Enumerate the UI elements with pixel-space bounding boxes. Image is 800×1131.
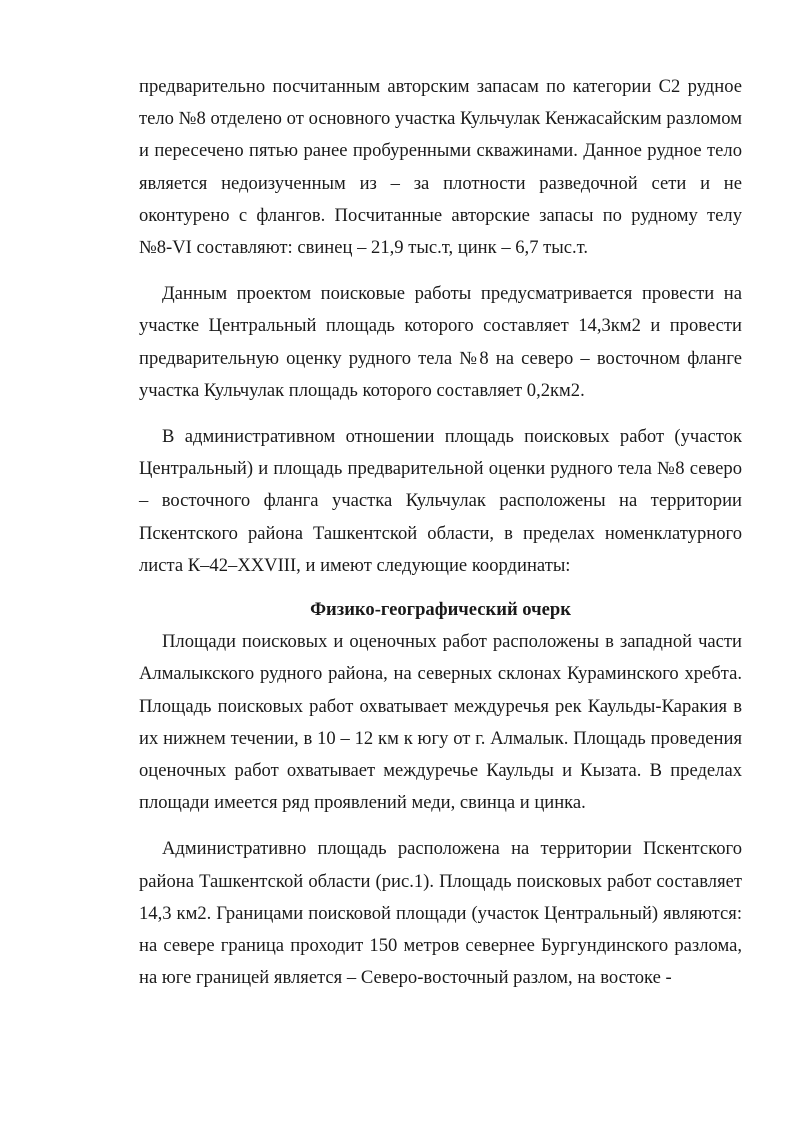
paragraph-project-search-works: Данным проектом поисковые работы предусматривается провести на участке Центральный площадь которого составляет 14,3км2 и провести предварительную оценку рудного тела №8 на северо – восточном фланге участка Кульчулак площадь которого составляет 0,2км2. xyxy=(139,283,742,401)
paragraph-ore-body-reserves: предварительно посчитанным авторским запасам по категории С2 рудное тело №8 отделено от основного участка Кульчулак Кенжасайским разломом и пересечено пятью ранее пробуренными скважинами. Данное рудное тело является недоизученным из – за плотности разведочной сети и не оконтурено с флангов. Посчитанные авторские запасы по рудному телу №8-VI составляют: свинец – 21,9 тыс.т, цинк – 6,7 тыс.т. xyxy=(139,76,742,259)
document-page xyxy=(139,71,742,994)
paragraph-area-boundaries: Административно площадь расположена на территории Пскентского района Ташкентской области (рис.1). Площадь поисковых работ составляет 14,3 км2. Границами поисковой площади (участок Центральный) являются: на севере граница проходит 150 метров севернее Бургундинского разлома, на юге границей является – Северо-восточный разлом, на востоке - xyxy=(139,838,742,989)
paragraph-administrative-location: В административном отношении площадь поисковых работ (участок Центральный) и площадь предварительной оценки рудного тела №8 северо – восточного фланга участка Кульчулак расположены на территории Пскентского района Ташкентской области, в пределах номенклатурного листа К–42–XXVIII, и имеют следующие координаты: xyxy=(139,426,742,576)
paragraph-geographic-location: Площади поисковых и оценочных работ расположены в западной части Алмалыкского рудного района, на северных склонах Кураминского хребта. Площадь поисковых работ охватывает междуречья рек Каульды-Каракия в их нижнем течении, в 10 – 12 км к югу от г. Алмалык. Площадь проведения оценочных работ охватывает междуречье Каульды и Кызата. В пределах площади имеется ряд проявлений меди, свинца и цинка. xyxy=(139,631,742,814)
section-heading: Физико-географический очерк xyxy=(310,599,571,621)
